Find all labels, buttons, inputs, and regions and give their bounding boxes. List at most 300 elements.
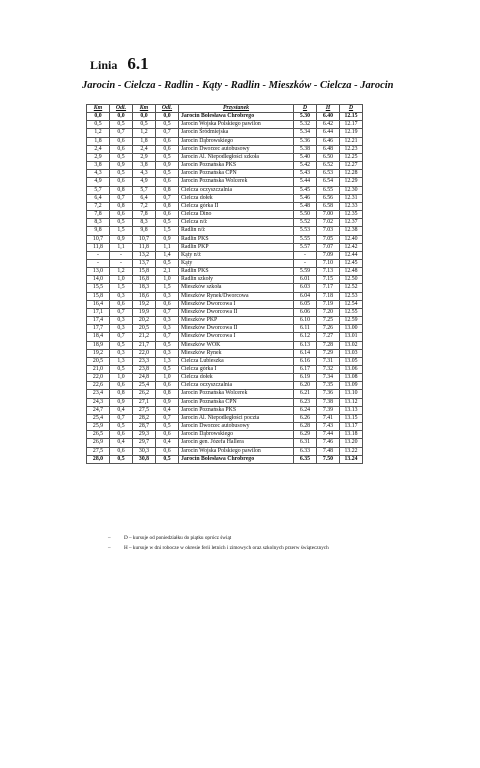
table-row bbox=[87, 300, 363, 308]
cell-km-2: 26,2 bbox=[133, 390, 156, 398]
table-row bbox=[87, 243, 363, 251]
cell-stop: Jarocin Poznańska PKS bbox=[179, 162, 294, 170]
table-row bbox=[87, 349, 363, 357]
cell-h: 7.20 bbox=[317, 308, 340, 316]
cell-km-2: 3,8 bbox=[133, 162, 156, 170]
cell-odl-1: 0,9 bbox=[110, 162, 133, 170]
cell-km-2: 18,3 bbox=[133, 284, 156, 292]
cell-odl-1: 1,0 bbox=[110, 276, 133, 284]
cell-odl-2: 0,7 bbox=[156, 333, 179, 341]
cell-d-1: 6.23 bbox=[294, 398, 317, 406]
cell-h: 7.38 bbox=[317, 398, 340, 406]
cell-km-1: 17,7 bbox=[87, 325, 110, 333]
cell-km-1: 20,5 bbox=[87, 357, 110, 365]
cell-stop: Radlin szkoły bbox=[179, 276, 294, 284]
cell-d-1: 5.52 bbox=[294, 219, 317, 227]
cell-odl-2: 0,0 bbox=[156, 113, 179, 121]
cell-stop: Jarocin Poznańska Wolcerek bbox=[179, 390, 294, 398]
cell-h: 7.07 bbox=[317, 243, 340, 251]
cell-km-2: 20,5 bbox=[133, 325, 156, 333]
cell-km-1: 16,4 bbox=[87, 300, 110, 308]
cell-km-2: 30,8 bbox=[133, 455, 156, 463]
cell-d-1: 6.31 bbox=[294, 439, 317, 447]
table-row bbox=[87, 341, 363, 349]
cell-d-2: 13.18 bbox=[340, 431, 363, 439]
table-row bbox=[87, 259, 363, 267]
table-row bbox=[87, 308, 363, 316]
cell-odl-2: 0,9 bbox=[156, 235, 179, 243]
cell-km-2: 10,7 bbox=[133, 235, 156, 243]
cell-km-2: 13,2 bbox=[133, 251, 156, 259]
cell-h: 7.18 bbox=[317, 292, 340, 300]
cell-km-1: 28,0 bbox=[87, 455, 110, 463]
cell-d-1: 5.44 bbox=[294, 178, 317, 186]
cell-odl-1: 0,3 bbox=[110, 292, 133, 300]
cell-stop: Jarocin Poznańska Wolcerek bbox=[179, 178, 294, 186]
cell-odl-2: 0,8 bbox=[156, 186, 179, 194]
table-row bbox=[87, 317, 363, 325]
cell-d-1: 6.26 bbox=[294, 414, 317, 422]
cell-d-2: 12.55 bbox=[340, 308, 363, 316]
cell-d-2: 13.05 bbox=[340, 357, 363, 365]
cell-h: 7.41 bbox=[317, 414, 340, 422]
cell-odl-1: 0,4 bbox=[110, 406, 133, 414]
table-row bbox=[87, 292, 363, 300]
cell-d-1: 5.48 bbox=[294, 202, 317, 210]
table-row bbox=[87, 113, 363, 121]
cell-odl-2: 0,3 bbox=[156, 349, 179, 357]
cell-km-2: 21,7 bbox=[133, 341, 156, 349]
cell-h: 7.19 bbox=[317, 300, 340, 308]
table-row bbox=[87, 178, 363, 186]
cell-d-1: 5.34 bbox=[294, 129, 317, 137]
cell-d-2: 13.03 bbox=[340, 349, 363, 357]
cell-km-2: 0,0 bbox=[133, 113, 156, 121]
cell-h: 6.40 bbox=[317, 113, 340, 121]
cell-odl-1: 0,7 bbox=[110, 333, 133, 341]
cell-km-2: 22,0 bbox=[133, 349, 156, 357]
table-row bbox=[87, 423, 363, 431]
cell-d-2: 12.59 bbox=[340, 317, 363, 325]
cell-km-1: 1,8 bbox=[87, 137, 110, 145]
cell-odl-1: 0,5 bbox=[110, 455, 133, 463]
cell-d-1: 5.40 bbox=[294, 153, 317, 161]
cell-d-1: 5.32 bbox=[294, 121, 317, 129]
cell-odl-1: 0,5 bbox=[110, 366, 133, 374]
cell-km-1: 25,4 bbox=[87, 414, 110, 422]
cell-d-2: 12.17 bbox=[340, 121, 363, 129]
table-row bbox=[87, 447, 363, 455]
cell-d-1: 6.14 bbox=[294, 349, 317, 357]
cell-odl-2: 0,5 bbox=[156, 170, 179, 178]
line-label: Linia bbox=[90, 58, 118, 72]
cell-odl-2: 0,3 bbox=[156, 325, 179, 333]
cell-km-2: 4,3 bbox=[133, 170, 156, 178]
note-h bbox=[108, 543, 329, 553]
cell-d-2: 13.10 bbox=[340, 390, 363, 398]
cell-stop: Mieszków Dworcowa II bbox=[179, 308, 294, 316]
cell-stop: Cielcza Lubieszka bbox=[179, 357, 294, 365]
table-row bbox=[87, 366, 363, 374]
table-row bbox=[87, 333, 363, 341]
cell-km-2: 7,8 bbox=[133, 211, 156, 219]
cell-odl-2: 0,6 bbox=[156, 300, 179, 308]
cell-stop: Radlin PKS bbox=[179, 268, 294, 276]
cell-h: 7.28 bbox=[317, 341, 340, 349]
cell-h: 7.43 bbox=[317, 423, 340, 431]
cell-h: 6.56 bbox=[317, 194, 340, 202]
cell-h: 7.25 bbox=[317, 317, 340, 325]
cell-km-1: 11,8 bbox=[87, 243, 110, 251]
cell-km-2: 19,2 bbox=[133, 300, 156, 308]
cell-km-1: 27,5 bbox=[87, 447, 110, 455]
cell-stop: Cielcza n/ż bbox=[179, 219, 294, 227]
cell-odl-1: 0,5 bbox=[110, 219, 133, 227]
cell-d-1: 6.04 bbox=[294, 292, 317, 300]
cell-km-1: 25,9 bbox=[87, 423, 110, 431]
cell-d-2: 12.52 bbox=[340, 284, 363, 292]
cell-stop: Cielcza dołek bbox=[179, 194, 294, 202]
header-odl-1: Odl. bbox=[110, 105, 133, 113]
cell-odl-2: 1,1 bbox=[156, 243, 179, 251]
cell-stop: Jarocin gen. Józefa Hallera bbox=[179, 439, 294, 447]
cell-km-2: 2,9 bbox=[133, 153, 156, 161]
header-h: H bbox=[317, 105, 340, 113]
cell-km-2: 9,8 bbox=[133, 227, 156, 235]
cell-odl-2: 0,5 bbox=[156, 259, 179, 267]
cell-odl-2: 1,0 bbox=[156, 374, 179, 382]
cell-stop: Mieszków WOK bbox=[179, 341, 294, 349]
note-d bbox=[108, 533, 329, 543]
cell-odl-2: 1,4 bbox=[156, 251, 179, 259]
cell-d-2: 12.30 bbox=[340, 186, 363, 194]
cell-h: 6.53 bbox=[317, 170, 340, 178]
cell-odl-1: 0,6 bbox=[110, 447, 133, 455]
table-row bbox=[87, 162, 363, 170]
cell-km-2: 21,2 bbox=[133, 333, 156, 341]
timetable bbox=[86, 104, 363, 464]
cell-d-2: 12.50 bbox=[340, 276, 363, 284]
cell-d-1: 6.01 bbox=[294, 276, 317, 284]
cell-d-1: - bbox=[294, 259, 317, 267]
cell-km-2: 8,3 bbox=[133, 219, 156, 227]
cell-odl-1: 0,6 bbox=[110, 145, 133, 153]
cell-h: 6.44 bbox=[317, 129, 340, 137]
cell-stop: Mieszków Dworcowa II bbox=[179, 325, 294, 333]
cell-stop: Jarocin Dworzec autobusowy bbox=[179, 145, 294, 153]
cell-d-2: 12.35 bbox=[340, 211, 363, 219]
cell-km-1: 21,0 bbox=[87, 366, 110, 374]
table-row bbox=[87, 137, 363, 145]
table-row bbox=[87, 390, 363, 398]
table-row bbox=[87, 325, 363, 333]
note-d-text: D – kursuje od poniedziałku do piątku oprócz świąt bbox=[124, 535, 232, 541]
cell-stop: Jarocin Al. Niepodległości szkoła bbox=[179, 153, 294, 161]
cell-odl-2: 0,7 bbox=[156, 194, 179, 202]
table-row bbox=[87, 406, 363, 414]
cell-d-2: 13.01 bbox=[340, 333, 363, 341]
table-row bbox=[87, 121, 363, 129]
cell-odl-1: 0,5 bbox=[110, 341, 133, 349]
cell-d-2: 12.48 bbox=[340, 268, 363, 276]
cell-d-1: 5.30 bbox=[294, 113, 317, 121]
table-row bbox=[87, 374, 363, 382]
cell-odl-2: 0,4 bbox=[156, 439, 179, 447]
table-row bbox=[87, 414, 363, 422]
cell-km-1: 15,5 bbox=[87, 284, 110, 292]
cell-odl-1: - bbox=[110, 251, 133, 259]
cell-km-2: 29,7 bbox=[133, 439, 156, 447]
cell-h: 7.09 bbox=[317, 251, 340, 259]
cell-stop: Jarocin Poznańska PKS bbox=[179, 406, 294, 414]
cell-d-2: 12.45 bbox=[340, 259, 363, 267]
cell-stop: Cielcza górka II bbox=[179, 202, 294, 210]
cell-km-1: 0,5 bbox=[87, 121, 110, 129]
cell-km-2: 2,4 bbox=[133, 145, 156, 153]
cell-stop: Cielcza oczyszczalnia bbox=[179, 186, 294, 194]
cell-km-2: 29,3 bbox=[133, 431, 156, 439]
table-row bbox=[87, 251, 363, 259]
cell-h: 7.26 bbox=[317, 325, 340, 333]
cell-km-1: 2,9 bbox=[87, 153, 110, 161]
cell-stop: Jarocin Bolesława Chrobrego bbox=[179, 113, 294, 121]
cell-d-2: 12.27 bbox=[340, 162, 363, 170]
table-row bbox=[87, 276, 363, 284]
cell-odl-1: 0,6 bbox=[110, 137, 133, 145]
cell-odl-1: - bbox=[110, 259, 133, 267]
cell-d-2: 12.28 bbox=[340, 170, 363, 178]
cell-odl-1: 0,9 bbox=[110, 235, 133, 243]
cell-odl-2: 0,6 bbox=[156, 447, 179, 455]
cell-km-2: 20,2 bbox=[133, 317, 156, 325]
cell-d-1: 6.12 bbox=[294, 333, 317, 341]
cell-stop: Jarocin Al. Niepodległości poczta bbox=[179, 414, 294, 422]
cell-km-1: - bbox=[87, 259, 110, 267]
cell-km-1: 24,3 bbox=[87, 398, 110, 406]
cell-d-1: 6.05 bbox=[294, 300, 317, 308]
cell-odl-2: 0,6 bbox=[156, 145, 179, 153]
cell-d-2: 12.25 bbox=[340, 153, 363, 161]
cell-d-2: 13.00 bbox=[340, 325, 363, 333]
cell-odl-2: 0,6 bbox=[156, 178, 179, 186]
cell-odl-2: 1,5 bbox=[156, 284, 179, 292]
cell-d-1: 6.35 bbox=[294, 455, 317, 463]
cell-d-2: 13.15 bbox=[340, 414, 363, 422]
cell-km-1: 9,8 bbox=[87, 227, 110, 235]
cell-d-2: 12.19 bbox=[340, 129, 363, 137]
cell-d-2: 12.21 bbox=[340, 137, 363, 145]
cell-h: 7.02 bbox=[317, 219, 340, 227]
cell-odl-2: 0,3 bbox=[156, 317, 179, 325]
table-row bbox=[87, 129, 363, 137]
line-title bbox=[90, 54, 149, 74]
cell-odl-1: 1,0 bbox=[110, 374, 133, 382]
cell-stop: Radlin PKS bbox=[179, 235, 294, 243]
cell-h: 7.39 bbox=[317, 406, 340, 414]
cell-stop: Radlin PKP bbox=[179, 243, 294, 251]
line-number: 6.1 bbox=[127, 54, 149, 73]
cell-odl-2: 0,5 bbox=[156, 455, 179, 463]
cell-odl-1: 0,5 bbox=[110, 423, 133, 431]
cell-stop: Cielcza górka I bbox=[179, 366, 294, 374]
cell-km-1: 3,8 bbox=[87, 162, 110, 170]
cell-h: 7.34 bbox=[317, 374, 340, 382]
table-row bbox=[87, 145, 363, 153]
cell-stop: Mieszków Rynek/Dworcowa bbox=[179, 292, 294, 300]
cell-d-1: 5.57 bbox=[294, 243, 317, 251]
cell-d-1: 6.20 bbox=[294, 382, 317, 390]
cell-d-1: 6.16 bbox=[294, 357, 317, 365]
cell-odl-1: 0,7 bbox=[110, 308, 133, 316]
table-row bbox=[87, 284, 363, 292]
table-row bbox=[87, 268, 363, 276]
cell-h: 7.13 bbox=[317, 268, 340, 276]
cell-stop: Jarocin Poznańska CPN bbox=[179, 398, 294, 406]
cell-stop: Jarocin Wojska Polskiego pawilon bbox=[179, 447, 294, 455]
table-row bbox=[87, 455, 363, 463]
table-row bbox=[87, 227, 363, 235]
cell-km-2: 11,8 bbox=[133, 243, 156, 251]
cell-stop: Cielcza Dino bbox=[179, 211, 294, 219]
cell-d-2: 12.15 bbox=[340, 113, 363, 121]
cell-d-1: - bbox=[294, 251, 317, 259]
table-row bbox=[87, 382, 363, 390]
cell-odl-2: 0,5 bbox=[156, 121, 179, 129]
cell-km-1: 1,2 bbox=[87, 129, 110, 137]
cell-odl-1: 0,6 bbox=[110, 382, 133, 390]
cell-h: 7.31 bbox=[317, 357, 340, 365]
cell-odl-1: 0,5 bbox=[110, 153, 133, 161]
cell-stop: Jarocin Wojska Polskiego pawilon bbox=[179, 121, 294, 129]
cell-stop: Kąty n/ż bbox=[179, 251, 294, 259]
cell-stop: Cielcza oczyszczalnia bbox=[179, 382, 294, 390]
cell-km-1: 26,9 bbox=[87, 439, 110, 447]
cell-odl-1: 1,5 bbox=[110, 284, 133, 292]
cell-h: 6.55 bbox=[317, 186, 340, 194]
header-km-2: Km bbox=[133, 105, 156, 113]
cell-odl-2: 0,4 bbox=[156, 406, 179, 414]
table-row bbox=[87, 202, 363, 210]
cell-km-2: 23,8 bbox=[133, 366, 156, 374]
cell-odl-1: 1,1 bbox=[110, 243, 133, 251]
cell-km-1: 18,4 bbox=[87, 333, 110, 341]
cell-km-2: 28,2 bbox=[133, 414, 156, 422]
cell-stop: Kąty bbox=[179, 259, 294, 267]
cell-km-2: 1,2 bbox=[133, 129, 156, 137]
table-row bbox=[87, 194, 363, 202]
table-row bbox=[87, 170, 363, 178]
cell-d-2: 12.40 bbox=[340, 235, 363, 243]
cell-km-2: 24,8 bbox=[133, 374, 156, 382]
cell-d-1: 6.28 bbox=[294, 423, 317, 431]
cell-h: 7.50 bbox=[317, 455, 340, 463]
cell-h: 6.48 bbox=[317, 145, 340, 153]
cell-d-1: 5.43 bbox=[294, 170, 317, 178]
cell-km-2: 27,1 bbox=[133, 398, 156, 406]
note-d-dash: – bbox=[108, 535, 111, 541]
cell-km-2: 13,7 bbox=[133, 259, 156, 267]
cell-stop: Jarocin Dworzec autobusowy bbox=[179, 423, 294, 431]
table-row bbox=[87, 235, 363, 243]
cell-km-2: 30,3 bbox=[133, 447, 156, 455]
cell-km-1: - bbox=[87, 251, 110, 259]
table-row bbox=[87, 153, 363, 161]
cell-d-1: 6.19 bbox=[294, 374, 317, 382]
cell-d-1: 5.53 bbox=[294, 227, 317, 235]
cell-d-1: 6.10 bbox=[294, 317, 317, 325]
cell-h: 7.46 bbox=[317, 439, 340, 447]
cell-d-1: 6.29 bbox=[294, 431, 317, 439]
cell-odl-2: 0,8 bbox=[156, 202, 179, 210]
cell-odl-2: 0,5 bbox=[156, 423, 179, 431]
cell-km-2: 25,4 bbox=[133, 382, 156, 390]
cell-stop: Jarocin Dąbrowskiego bbox=[179, 137, 294, 145]
cell-odl-1: 0,7 bbox=[110, 129, 133, 137]
cell-d-1: 6.21 bbox=[294, 390, 317, 398]
timetable-body bbox=[87, 113, 363, 464]
cell-d-2: 12.31 bbox=[340, 194, 363, 202]
table-row bbox=[87, 431, 363, 439]
cell-h: 7.17 bbox=[317, 284, 340, 292]
cell-odl-2: 0,5 bbox=[156, 341, 179, 349]
cell-km-2: 15,8 bbox=[133, 268, 156, 276]
cell-km-1: 22,6 bbox=[87, 382, 110, 390]
cell-d-2: 12.44 bbox=[340, 251, 363, 259]
cell-stop: Jarocin Śródmiejska bbox=[179, 129, 294, 137]
cell-stop: Cielcza dołek bbox=[179, 374, 294, 382]
cell-odl-2: 0,3 bbox=[156, 292, 179, 300]
cell-stop: Mieszków szkoła bbox=[179, 284, 294, 292]
cell-odl-1: 1,5 bbox=[110, 227, 133, 235]
cell-odl-2: 1,3 bbox=[156, 357, 179, 365]
cell-d-1: 6.11 bbox=[294, 325, 317, 333]
cell-d-2: 12.23 bbox=[340, 145, 363, 153]
cell-d-2: 13.20 bbox=[340, 439, 363, 447]
cell-d-2: 13.13 bbox=[340, 406, 363, 414]
cell-odl-2: 0,5 bbox=[156, 366, 179, 374]
cell-odl-1: 0,6 bbox=[110, 431, 133, 439]
cell-odl-1: 0,6 bbox=[110, 300, 133, 308]
cell-km-1: 8,3 bbox=[87, 219, 110, 227]
cell-h: 7.35 bbox=[317, 382, 340, 390]
cell-km-1: 17,4 bbox=[87, 317, 110, 325]
cell-d-1: 6.06 bbox=[294, 308, 317, 316]
cell-d-2: 12.37 bbox=[340, 219, 363, 227]
cell-km-2: 23,3 bbox=[133, 357, 156, 365]
cell-stop: Mieszków Dworcowa I bbox=[179, 300, 294, 308]
cell-odl-1: 0,7 bbox=[110, 194, 133, 202]
cell-h: 7.44 bbox=[317, 431, 340, 439]
cell-odl-1: 0,8 bbox=[110, 202, 133, 210]
cell-odl-2: 0,9 bbox=[156, 162, 179, 170]
cell-h: 7.48 bbox=[317, 447, 340, 455]
cell-odl-2: 0,7 bbox=[156, 414, 179, 422]
cell-d-1: 5.45 bbox=[294, 186, 317, 194]
cell-km-2: 6,4 bbox=[133, 194, 156, 202]
cell-d-1: 5.55 bbox=[294, 235, 317, 243]
cell-d-2: 13.06 bbox=[340, 366, 363, 374]
cell-km-2: 27,5 bbox=[133, 406, 156, 414]
cell-km-1: 22,0 bbox=[87, 374, 110, 382]
cell-h: 6.46 bbox=[317, 137, 340, 145]
cell-d-2: 12.29 bbox=[340, 178, 363, 186]
cell-km-1: 4,9 bbox=[87, 178, 110, 186]
cell-km-1: 18,9 bbox=[87, 341, 110, 349]
cell-km-1: 26,5 bbox=[87, 431, 110, 439]
cell-d-2: 13.09 bbox=[340, 382, 363, 390]
cell-odl-1: 1,3 bbox=[110, 357, 133, 365]
cell-km-2: 18,6 bbox=[133, 292, 156, 300]
